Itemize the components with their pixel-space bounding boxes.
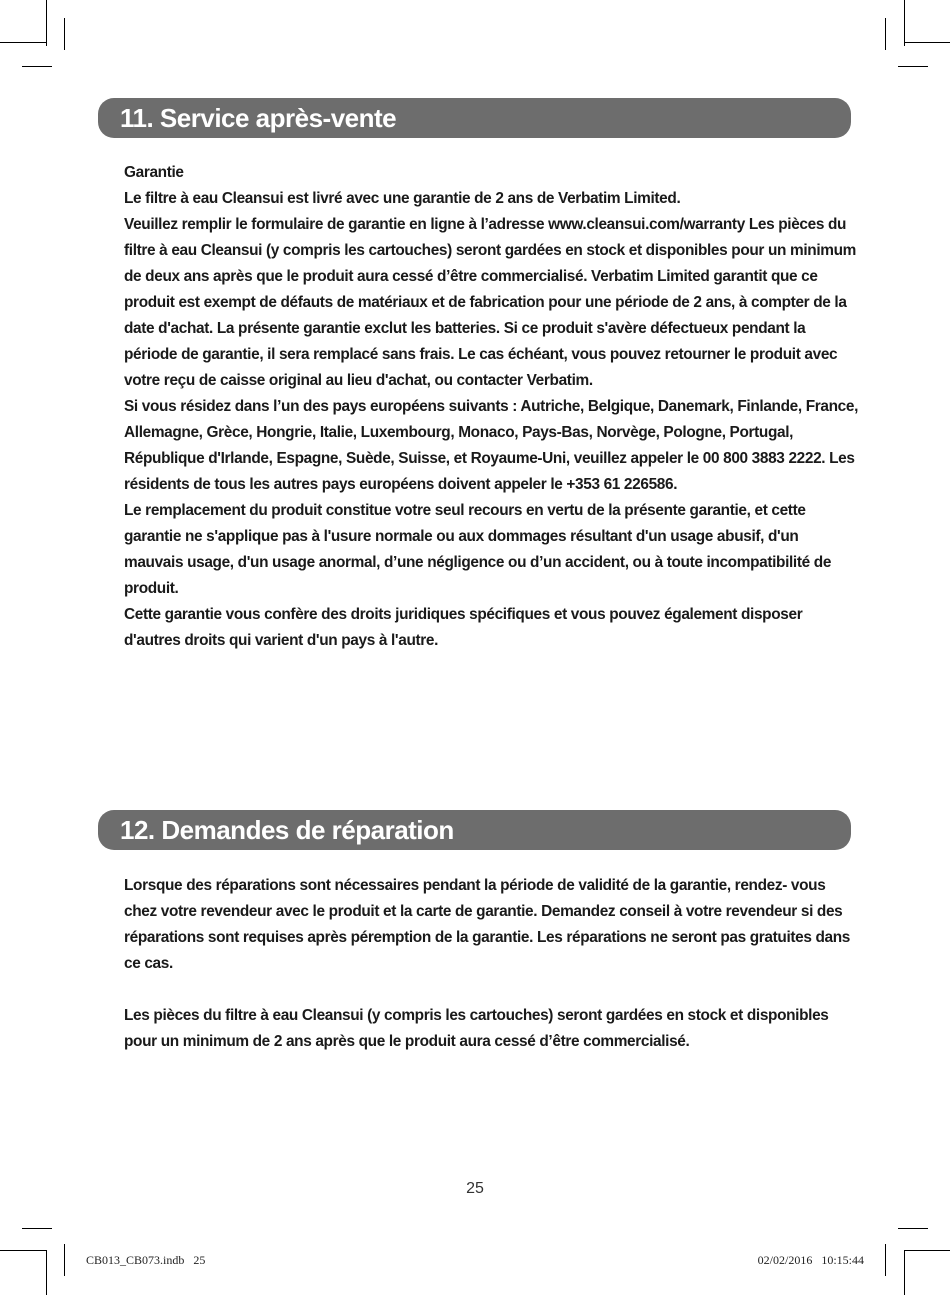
crop-mark: [904, 1250, 905, 1295]
section-title: 11. Service après-vente: [120, 103, 397, 133]
paragraph: Le remplacement du produit constitue votre seul recours en vertu de la présente garantie, et cette garantie ne s'applique pas à l'usure normale ou aux dommages résultant d'un usage abusif, d'un mauvais usage, d'un usage anormal, d’une négligence ou d’un accident, ou à toute incompatibilité de produit.: [124, 502, 832, 597]
paragraph: Cette garantie vous confère des droits juridiques spécifiques et vous pouvez également disposer d'autres droits qui varient d'un pays à l'autre.: [124, 606, 803, 649]
crop-mark: [22, 1228, 52, 1229]
paragraph: Les pièces du filtre à eau Cleansui (y compris les cartouches) seront gardées en stock et disponibles pour un minimum de 2 ans après que le produit aura cessé d’être commercialisé.: [124, 1007, 829, 1050]
paragraph: Le filtre à eau Cleansui est livré avec une garantie de 2 ans de Verbatim Limited.: [124, 190, 681, 207]
crop-mark: [0, 42, 46, 43]
crop-mark: [46, 1250, 47, 1295]
footer-file-label: CB013_CB073.indb 25: [86, 1253, 206, 1267]
crop-mark: [64, 18, 65, 50]
crop-mark: [904, 0, 905, 46]
crop-mark: [904, 1250, 950, 1251]
section-header-12: [98, 810, 851, 850]
crop-mark: [46, 0, 47, 46]
section-body-12: [124, 873, 860, 1055]
crop-mark: [898, 66, 928, 67]
crop-mark: [885, 18, 886, 50]
section-title: 12. Demandes de réparation: [120, 815, 454, 845]
crop-mark: [64, 1244, 65, 1276]
page-number: 25: [466, 1180, 484, 1197]
paragraph: Veuillez remplir le formulaire de garantie en ligne à l’adresse www.cleansui.com/warranty Les pièces du filtre à eau Cleansui (y compris les cartouches) seront gardées en stock et disponibles pour un minimum de deux ans après que le produit aura cessé d’être commercialisé. Verbatim Limited garantit que ce produit est exempt de défauts de matériaux et de fabrication pour une période de 2 ans, à compter de la date d'achat. La présente garantie exclut les batteries. Si ce produit s'avère défectueux pendant la période de garantie, il sera remplacé sans frais. Le cas échéant, vous pouvez retourner le produit avec votre reçu de caisse original au lieu d'achat, ou contacter Verbatim.: [124, 216, 856, 389]
crop-mark: [885, 1244, 886, 1276]
paragraph: Lorsque des réparations sont nécessaires pendant la période de validité de la garantie, rendez- vous chez votre revendeur avec le produit et la carte de garantie. Demandez conseil à votre revendeur si des réparations sont requises après péremption de la garantie. Les réparations ne seront pas gratuites dans ce cas.: [124, 877, 851, 972]
crop-mark: [0, 1250, 46, 1251]
footer-datetime: 02/02/2016 10:15:44: [757, 1253, 864, 1267]
paragraph: Si vous résidez dans l’un des pays européens suivants : Autriche, Belgique, Danemark, Finlande, France, Allemagne, Grèce, Hongrie, Italie, Luxembourg, Monaco, Pays-Bas, Norvège, Pologne, Portugal, République d'Irlande, Espagne, Suède, Suisse, et Royaume-Uni, veuillez appeler le 00 800 3883 2222. Les résidents de tous les autres pays européens doivent appeler le +353 61 226586.: [124, 398, 858, 493]
crop-mark: [898, 1228, 928, 1229]
paragraph-heading: Garantie: [124, 164, 184, 181]
crop-mark: [904, 42, 950, 43]
section-header-11: [98, 98, 851, 138]
crop-mark: [22, 66, 52, 67]
section-body-11: [124, 160, 860, 654]
